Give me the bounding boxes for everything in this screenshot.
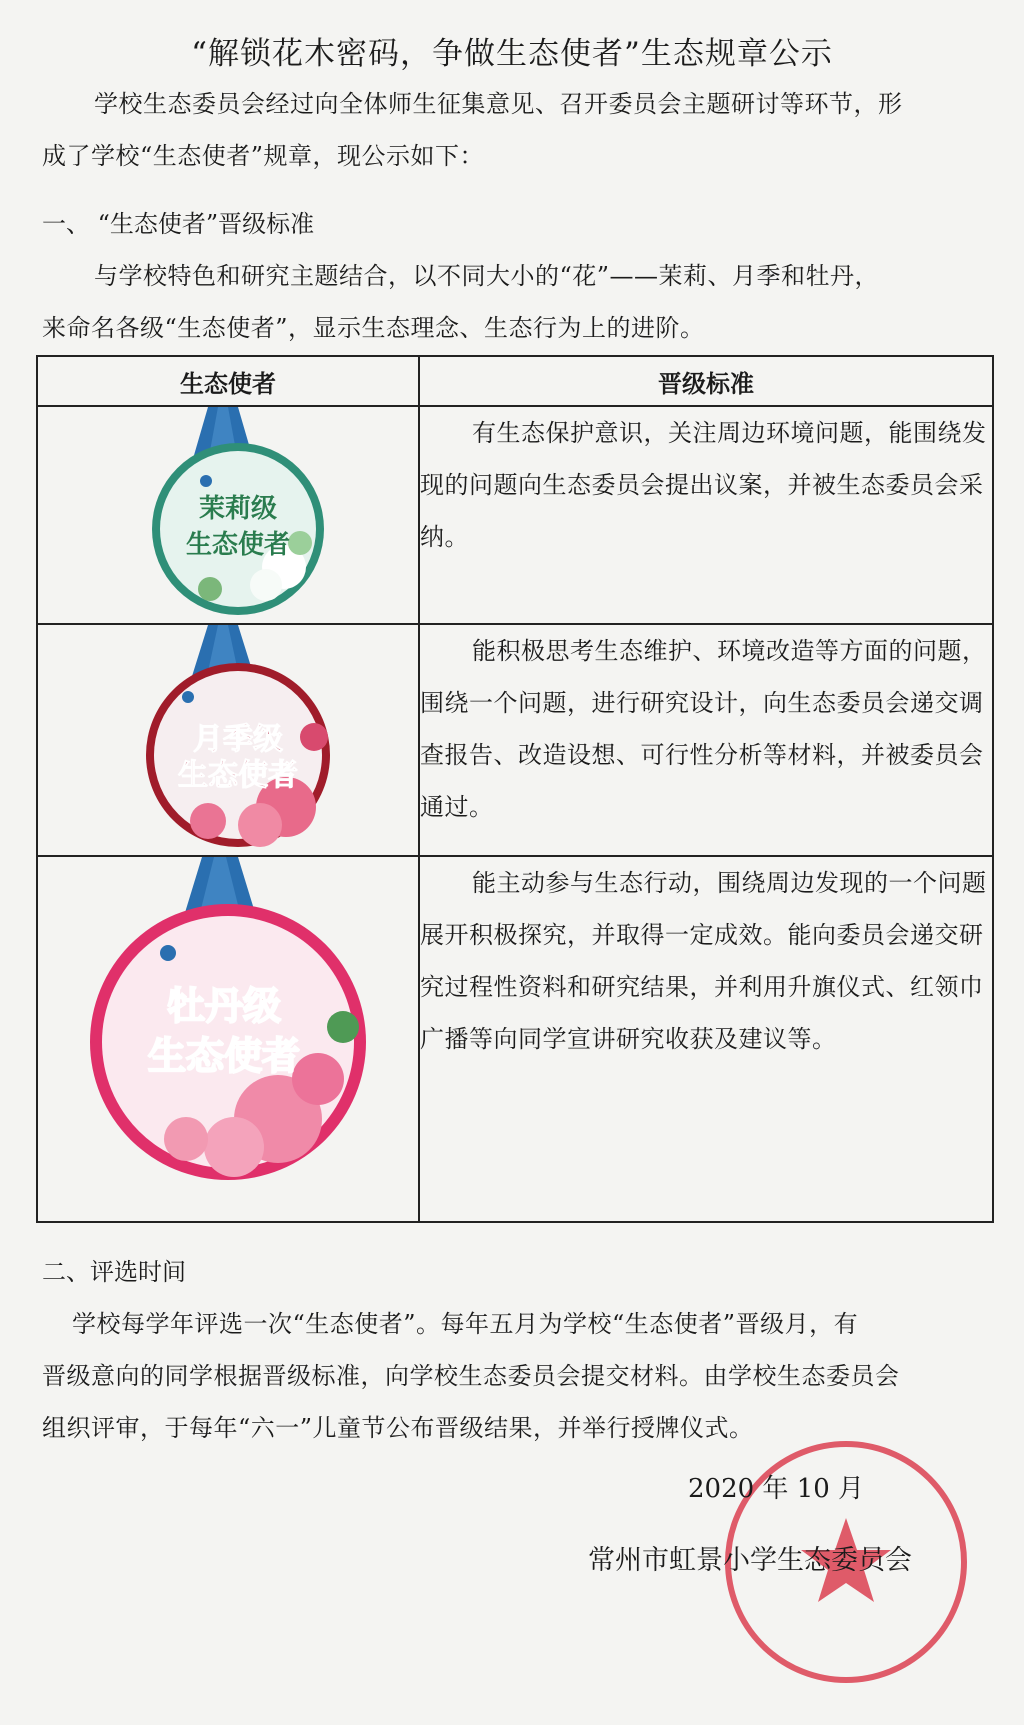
peony-badge-icon [38,857,418,1217]
section2-heading: 二、评选时间 [42,1258,186,1286]
table-row [37,856,993,1222]
badge-title-line-2: 生态使者 [178,758,298,793]
badge-cell [37,624,419,856]
section1-heading: 一、 “生态使者”晋级标准 [42,210,315,238]
table-row [37,624,993,856]
badge-title-line-1: 月季级 [193,722,283,757]
criteria-cell-jasmine: 有生态保护意识，关注周边环境问题，能围绕发现的问题向生态委员会提出议案，并被生态委员会采纳。 [419,406,993,624]
section2-line-1: 学校每学年评选一次“生态使者”。每年五月为学校“生态使者”晋级月，有 [72,1310,859,1338]
badge-cell [37,856,419,1222]
document-date: 2020 年 10 月 [688,1474,865,1504]
rose-badge-icon [38,625,418,851]
section1-para-line-1: 与学校特色和研究主题结合，以不同大小的“花”——茉莉、月季和牡丹， [94,262,880,290]
issuing-organization: 常州市虹景小学生态委员会 [588,1545,912,1576]
document-title: “解锁花木密码，争做生态使者”生态规章公示 [191,36,833,72]
intro-line-1: 学校生态委员会经过向全体师生征集意见、召开委员会主题研讨等环节，形 [94,90,903,118]
section1-para-line-2: 来命名各级“生态使者”，显示生态理念、生态行为上的进阶。 [42,314,705,342]
badge-title-line-2: 生态使者 [185,530,291,560]
criteria-cell-rose: 能积极思考生态维护、环境改造等方面的问题，围绕一个问题，进行研究设计，向生态委员会递交调查报告、改造设想、可行性分析等材料，并被委员会通过。 [419,624,993,856]
intro-line-2: 成了学校“生态使者”规章，现公示如下： [42,142,485,170]
jasmine-badge-icon [38,407,418,619]
badge-title-line-2: 生态使者 [147,1034,301,1078]
table-header-row [37,356,993,406]
table-header-standard: 晋级标准 [419,356,993,406]
table-header-envoy: 生态使者 [37,356,419,406]
table-row [37,406,993,624]
criteria-cell-peony: 能主动参与生态行动，围绕周边发现的一个问题展开积极探究，并取得一定成效。能向委员会递交研究过程性资料和研究结果，并利用升旗仪式、红领巾广播等向同学宣讲研究收获及建议等。 [419,856,993,1222]
section2-line-2: 晋级意向的同学根据晋级标准，向学校生态委员会提交材料。由学校生态委员会 [42,1362,900,1390]
section2-line-3: 组织评审，于每年“六一”儿童节公布晋级结果，并举行授牌仪式。 [42,1414,754,1442]
promotion-standards-table [36,355,994,1223]
badge-title-line-1: 茉莉级 [198,494,278,524]
badge-title-line-1: 牡丹级 [166,984,282,1028]
badge-cell [37,406,419,624]
